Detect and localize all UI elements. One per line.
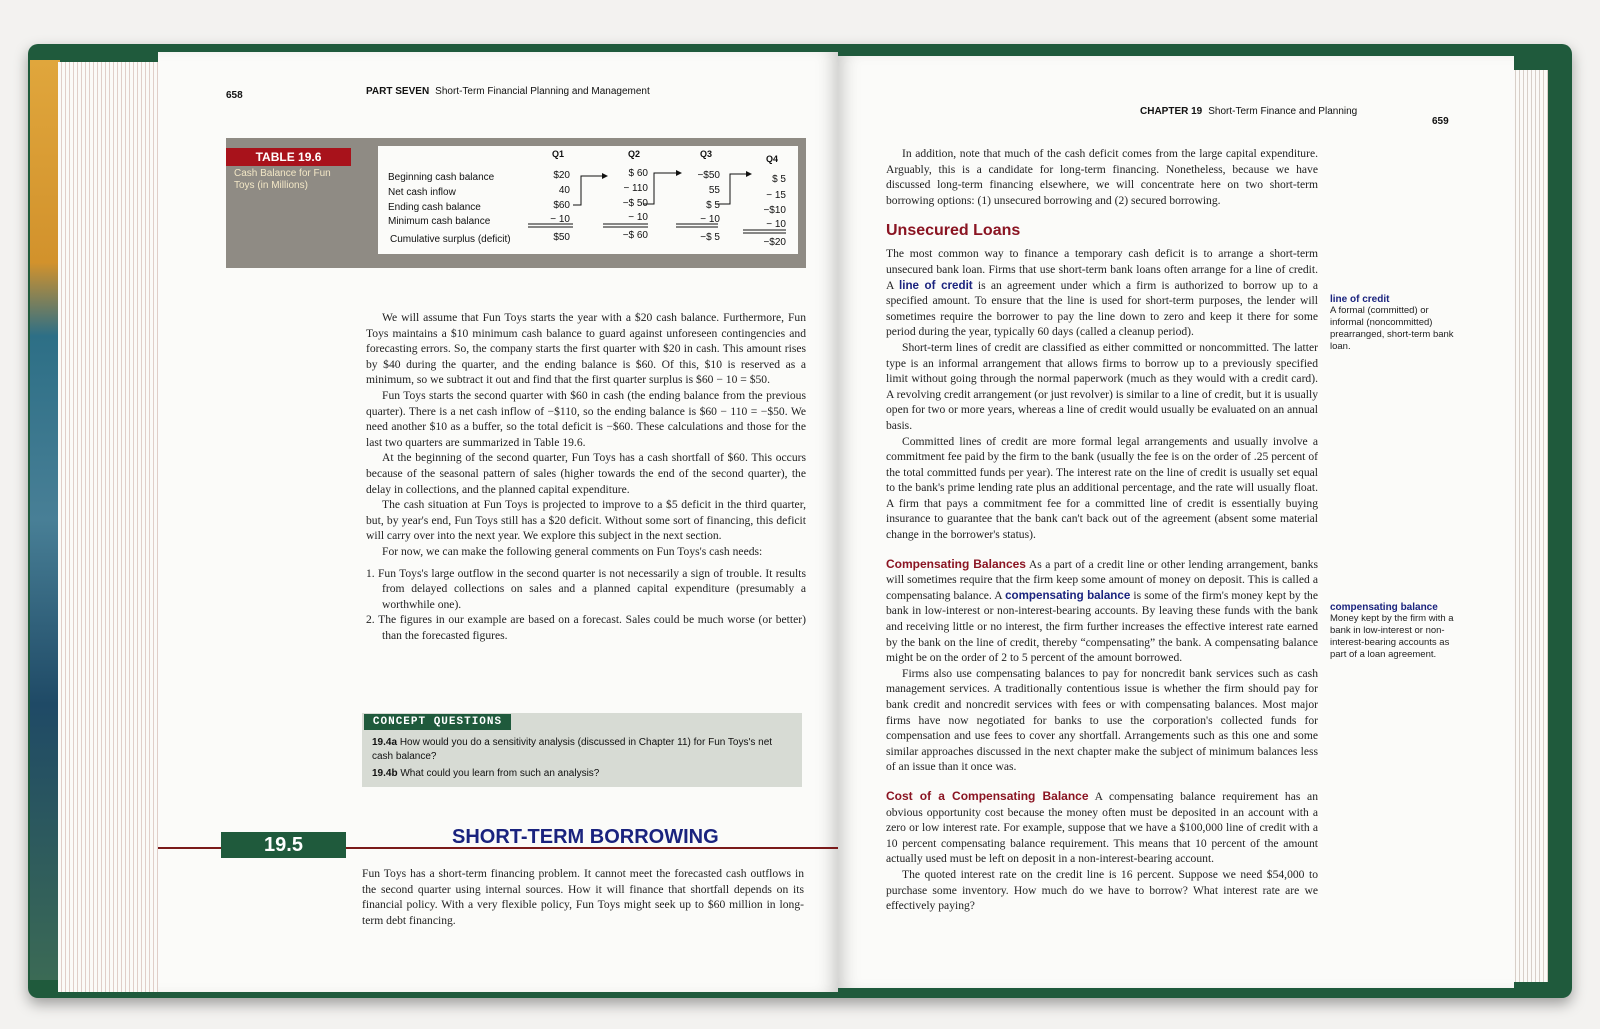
margin-term: line of credit [1330,294,1390,305]
right-page-edges [1512,70,1548,982]
table-cell: − 15 [766,190,786,201]
book-spine-artwork [30,60,60,980]
running-header-left [366,86,650,97]
row-label-net-inflow: Net cash inflow [388,187,456,198]
col-header-q4: Q4 [765,154,778,164]
table-cell: 40 [558,185,570,196]
table-cell: −$ 60 [622,230,648,241]
margin-note [1330,602,1462,661]
section-title: SHORT-TERM BORROWING [452,826,719,848]
table-cell: − 10 [700,214,720,225]
table-cell: − 10 [766,219,786,230]
question-number: 19.4b [372,768,398,779]
col-header-q2: Q2 [627,149,640,159]
carry-arrow-icon [716,174,746,204]
page-number-right: 659 [1432,116,1449,127]
paragraph: Fun Toys starts the second quarter with $60 in cash (the ending balance from the previous quarter). There is a net cash inflow of −$110, so the ending balance is $60 − 110 = −$50. We need another $10 as a buffer, so the total deficit is −$60. These calculations and those for the last two quarters are summarized in Table 19.6. [366,388,806,449]
part-title: Short-Term Financial Planning and Management [435,86,650,97]
paragraph [886,246,1318,340]
row-label-minimum: Minimum cash balance [388,216,491,227]
paragraph: Fun Toys has a short-term financing problem. It cannot meet the forecasted cash outflows in the second quarter using internal sources. How it will finance that shortfall depends on its financial policy. With a very flexible policy, Fun Toys might seek up to $60 million in long-term debt financing. [362,867,804,927]
table-cell: −$ 50 [622,198,648,209]
chapter-label: CHAPTER 19 [1140,106,1203,117]
paragraph: At the beginning of the second quarter, Fun Toys has a cash shortfall of $60. This occurs because of the seasonal pattern of sales (higher towards the end of the second quarter), the delay in collections, and the planned capital expenditure. [366,451,806,496]
table-cell: $20 [553,170,570,181]
paragraph [886,789,1318,867]
carry-arrow-icon [573,176,602,205]
table-cell: $ 5 [772,174,786,185]
row-label-ending: Ending cash balance [388,202,481,213]
table-cell: − 110 [623,183,648,194]
key-term: line of credit [899,278,973,292]
paragraph: The quoted interest rate on the credit line is 16 percent. Suppose we need $54,000 to purchase some inventory. How much do we have to borrow? What interest rate are we effectively paying? [886,867,1318,913]
heading-unsecured-loans: Unsecured Loans [886,222,1021,240]
paragraph: In addition, note that much of the cash deficit comes from the large capital expenditure. Arguably, this is a candidate for long-term financing. Nonetheless, because we have discussed long-term financing elsewhere, we will concentrate here on two short-term borrowing options: (1) unsecured borrowing and (2) secured borrowing. [886,147,1318,207]
table-cell: $60 [553,200,570,211]
right-body [886,146,1318,914]
paragraph: We will assume that Fun Toys starts the year with a $20 cash balance. Furthermore, Fun Toys maintains a $10 minimum cash balance to guard against unforeseen contingencies and forecasting errors. So, the company starts the first quarter with $20 in cash. This amount rises by $40 during the quarter, and the ending balance is $60. Of this, $10 is reserved as a minimum, so we subtract it out and find that the first quarter surplus is $60 − 10 = $50. [366,311,806,387]
subheading-cost-compensating-balance: Cost of a Compensating Balance [886,788,1089,803]
text-run: is an agreement under which a firm is authorized to borrow up to a specified amount. To ensure that the line is used for short-term purposes, the lender will sometimes require the borrower to pay the line down to zero and keep it there for some period during the year, typically 60 days (called a cleanup period). [886,278,1318,339]
table-cell: $ 5 [706,200,720,211]
table-cell: 55 [708,185,720,196]
question-text: How would you do a sensitivity analysis (discussed in Chapter 11) for Fun Toys's net cash balance? [372,737,773,762]
col-header-q3: Q3 [699,149,712,159]
list-item: 2. The figures in our example are based on a forecast. Sales could be much worse (or better) than the forecasted figures. [366,613,806,642]
col-header-q1: Q1 [551,149,564,159]
carry-arrow-icon [643,173,676,204]
question-text: What could you learn from such an analysis? [400,768,600,779]
text-run: The most common way to finance a temporary cash deficit is to arrange a short-term unsecured bank loan. Firms that use short-term bank loans often arrange for a line of credit. A [886,247,1318,292]
table-cell: −$10 [763,205,786,216]
margin-note [1330,294,1462,353]
running-header-right [1140,106,1357,117]
table-arrows [378,146,798,254]
text-run: is some of the firm's money kept by the bank in low-interest or non-interest-bearing accounts. By leaving these funds with the bank and receiving little or no interest, the firm further increases the effective interest rate earned by the bank on the line of credit, thereby “compensating” the bank. A compensating balance might be on the order of 2 to 5 percent of the amount borrowed. [886,588,1318,665]
table-cell: $ 60 [628,168,648,179]
section-intro [362,866,804,928]
page-number-left: 658 [226,90,243,101]
question-number: 19.4a [372,737,398,748]
concept-questions-label: CONCEPT QUESTIONS [364,714,511,730]
table-caption: Cash Balance for Fun Toys (in Millions) [234,168,331,191]
table-label: TABLE 19.6 [226,148,351,166]
part-label: PART SEVEN [366,86,430,97]
concept-question [372,736,792,764]
paragraph: For now, we can make the following general comments on Fun Toys's cash needs: [382,544,763,558]
chapter-title: Short-Term Finance and Planning [1208,106,1358,117]
margin-definition: A formal (committed) or informal (noncommitted) prearranged, short-term bank loan. [1330,305,1454,352]
paragraph: Short-term lines of credit are classified as either committed or noncommitted. The latter type is an informal arrangement that allows firms to borrow up to a previously specified limit without going through the normal paperwork (much as they would with a credit card). A revolving credit arrangement (or just revolver) is similar to a line of credit, but it is usually open for two or more years, whereas a line of credit would usually be evaluated on an annual basis. [886,340,1318,432]
row-label-cumulative: Cumulative surplus (deficit) [390,234,511,245]
paragraph: Committed lines of credit are more formal legal arrangements and usually involve a commitment fee paid by the firm to the bank (usually the fee is on the order of .25 percent of the total committed funds per year). The interest rate on the line of credit is usually set equal to the bank's prime lending rate plus an additional percentage, and the rate will usually float. A firm that pays a commitment fee for a committed line of credit is essentially buying insurance to guarantee that the bank can't back out of the agreement (absent some material change in the borrower's status). [886,434,1318,542]
paragraph [886,557,1318,666]
table-cell: $50 [553,232,570,243]
concept-question [372,767,792,781]
subheading-compensating-balances: Compensating Balances [886,556,1026,571]
key-term: compensating balance [1005,588,1131,602]
table-cell: − 10 [550,214,570,225]
left-page-edges [58,62,161,992]
text-run: As a part of a credit line or other lending arrangement, banks will sometimes require that the firm keep some amount of money on deposit. This is called a compensating balance. A [886,557,1319,602]
section-number: 19.5 [221,832,346,858]
list-item: 1. Fun Toys's large outflow in the second quarter is not necessarily a sign of trouble. It results from delayed collections on sales and a planned capital expenditure (presumably a worthwhile one). [366,566,806,611]
margin-term: compensating balance [1330,602,1438,613]
paragraph: The cash situation at Fun Toys is projected to improve to a $5 deficit in the third quarter, but, by year's end, Fun Toys still has a $20 deficit. Without some sort of financing, this deficit will carry over into the next year. We explore this subject in the next section. [366,498,806,543]
table-cell: − 10 [628,212,648,223]
table-cell: −$50 [697,170,720,181]
row-label-beginning: Beginning cash balance [388,172,495,183]
text-run: A compensating balance requirement has an obvious opportunity cost because the money often must be deposited in an account with a zero or low interest rate. For example, suppose that we have a $100,000 line of credit with a 10 percent compensating balance requirement. This means that 10 percent of the amount actually used must be left on deposit in a non-interest-bearing account. [886,789,1318,866]
table-cell: −$20 [763,237,786,248]
paragraph: Firms also use compensating balances to pay for noncredit bank services such as cash management services. A traditionally contentious issue is whether the firm should pay for bank credit and noncredit services with fees or with compensating balances. Most major firms have now negotiated for banks to use the corporation's collected funds for compensation and use fees to cover any shortfall. Arrangements such as this one and some similar approaches discussed in the next chapter make the subject of minimum balances less of an issue than it once was. [886,666,1318,774]
table-cell: −$ 5 [700,232,720,243]
margin-definition: Money kept by the firm with a bank in low-interest or non-interest-bearing accounts as part of a loan agreement. [1330,613,1454,660]
left-body [366,310,806,643]
